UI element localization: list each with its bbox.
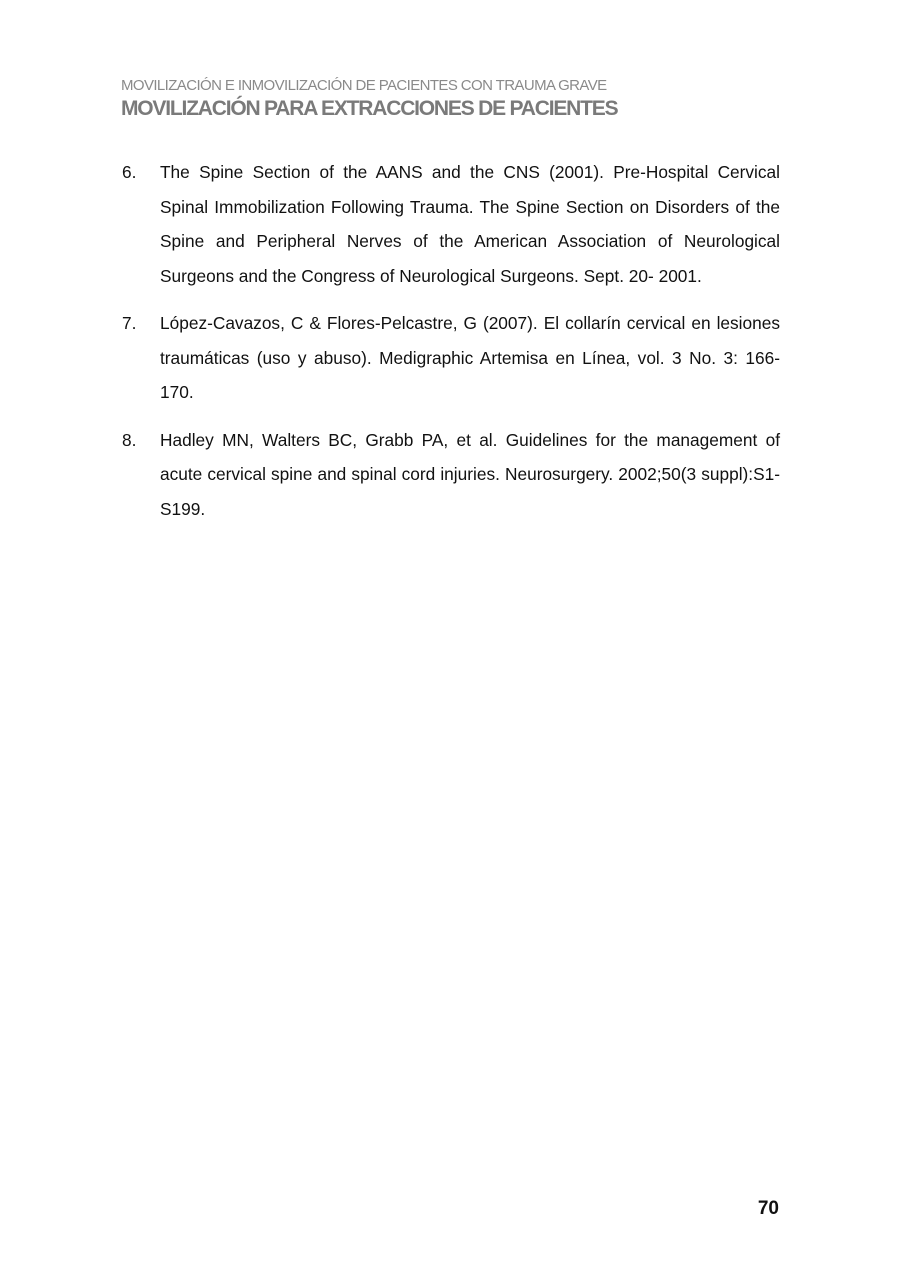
reference-item-8 bbox=[121, 423, 780, 527]
reference-number: 7. bbox=[122, 313, 137, 333]
reference-list bbox=[121, 155, 780, 539]
reference-item-6 bbox=[121, 155, 780, 293]
reference-number: 8. bbox=[122, 429, 137, 450]
header-kicker: MOVILIZACIÓN E INMOVILIZACIÓN DE PACIENTES CON TRAUMA GRAVE bbox=[121, 77, 607, 94]
reference-text: López-Cavazos, C & Flores-Pelcastre, G (2007). El collarín cervical en lesiones traumáticas (uso y abuso). Medigraphic Artemisa en Línea, vol. 3 No. 3: 166-170. bbox=[160, 313, 780, 402]
page-number: 70 bbox=[757, 1198, 779, 1219]
reference-item-7 bbox=[121, 306, 780, 410]
reference-number: 6. bbox=[122, 162, 137, 182]
page-header bbox=[121, 76, 801, 122]
page-title: MOVILIZACIÓN PARA EXTRACCIONES DE PACIENTES bbox=[121, 97, 618, 120]
reference-text: Hadley MN, Walters BC, Grabb PA, et al. Guidelines for the management of acute cervical spine and spinal cord injuries. Neurosurgery. 2002;50(3 suppl):S1-S199. bbox=[160, 429, 780, 519]
reference-text: The Spine Section of the AANS and the CNS (2001). Pre-Hospital Cervical Spinal Immobilization Following Trauma. The Spine Section on Disorders of the Spine and Peripheral Nerves of the American Association of Neurological Surgeons and the Congress of Neurological Surgeons. Sept. 20- 2001. bbox=[160, 162, 780, 286]
